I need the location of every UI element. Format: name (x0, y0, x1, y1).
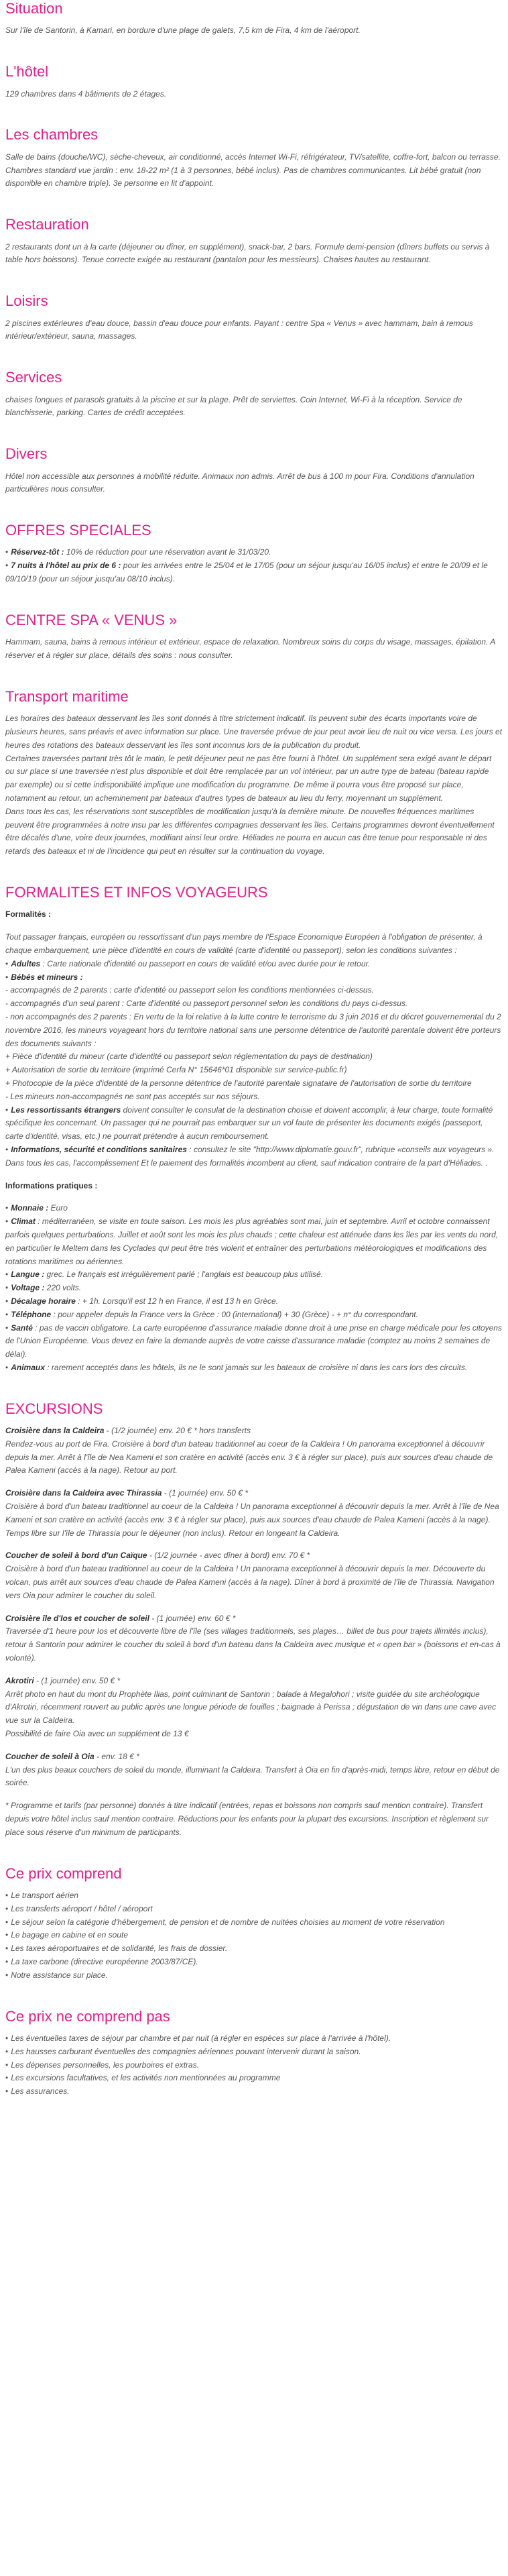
restaurant-text: 2 restaurants dont un à la carte (déjeuner ou dîner, en supplément), snack-bar, 2 bars. Formule demi-pension (dîners buffets ou servis à table hors boissons). Tenue correcte exigée au restaurant (pantalon pour les messieurs). Chaises hautes au restaurant. (5, 241, 490, 265)
excluded-item: • Les hausses carburant éventuelles des compagnies aériennes pouvant intervenir durant la saison. (5, 2046, 503, 2059)
formalities-title: FORMALITES ET INFOS VOYAGEURS (5, 884, 268, 901)
situation-text: Sur l'île de Santorin, à Kamari, en bordure d'une plage de galets, 7,5 km de Fira, 4 km de l'aéroport. (5, 25, 361, 36)
excursion-meta: - (1 journée) env. 50 € * (162, 1488, 248, 1498)
maritime-paragraph: Dans tous les cas, les réservations sont susceptibles de modification jusqu'à la dernière minute. De nouvelles fréquences maritimes peuvent être programmées à notre insu par les différentes compagnies desservant les îles. Certains programmes devront éventuellement être décalés d'une, voire deux journées, modifiant ainsi leur ordre. Héliades ne pourra en aucun cas être tenue pour responsable ni des retards des bateaux et ni de l'incidence qui peut en résulter sur la continuation du voyage. (5, 806, 495, 856)
excursion-item (5, 1665, 503, 1741)
practical-line (5, 1295, 503, 1308)
rooms-title: Les chambres (5, 126, 99, 144)
formalities-lines (5, 958, 503, 1170)
formality-line-text: + Photocopie de la pièce d'identité de la personne détentrice de l'autorité parentale signataire de l'autorisation de sortie du territoire (5, 1078, 472, 1088)
practical-line-text: Euro (48, 1203, 68, 1213)
excursion-text: Arrêt photo en haut du mont du Prophète Ilias, point culminant de Santorin ; balade à Megalohori ; visite guidée du site archéologique d'Akrotiri, récemment rouvert au public après une longue période de fouilles ; baignade à Perissa ; dégustation de vin dans une cave avec vue sur la Caldeira. Possibilité de faire Oia avec un supplément de 13 € (5, 1689, 497, 1739)
excursion-heading (5, 1424, 503, 1438)
practical-line-text: grec. Le français est irrégulièrement parlé ; l'anglais est beaucoup plus utilisé. (44, 1270, 324, 1280)
excursion-item (5, 1477, 503, 1540)
excluded-list (5, 2032, 503, 2098)
excursions-section (5, 1400, 503, 1840)
formality-line-text: doivent consulter le consulat de la destination choisie et doivent accomplir, à leur charge, toute formalité spécifique les concernant. Un passager qui ne pourrait pas embarquer sur un vol faute de présenter les documents exigés (passeport, carte d'identité, visas, etc.) ne pourrait prétendre à aucun remboursement. (5, 1105, 493, 1141)
practical-line-text: : + 1h. Lorsqu'il est 12 h en France, il est 13 h en Grèce. (75, 1296, 279, 1306)
maritime-paragraph: Certaines traversées partant très tôt le matin, le petit déjeuner peut ne pas être fourni à l'hôtel. Un supplément sera exigé avant le départ ou sur place si une traversée n'est plus disponible et doit être remplacée par un vol intérieur, par un autre type de bateau (bateau rapide par exemple) ou si cette indisponibilité implique une modification du programme. De même il pourra vous être proposé sur place, notamment au retour, un acheminement par bateaux d'autres types de bateaux au lieu du ferry, moyennant un supplément. (5, 753, 492, 803)
excursion-item (5, 1603, 503, 1665)
restaurant-section (5, 216, 503, 267)
excluded-item: • Les assurances. (5, 2085, 503, 2098)
services-text: chaises longues et parasols gratuits à la piscine et sur la plage. Prêt de serviettes. Coin Internet, Wi-Fi à la réception. Service de blanchisserie, parking. Cartes de crédit acceptées. (5, 394, 462, 418)
practical-line (5, 1322, 503, 1361)
practical-line-text: : pas de vaccin obligatoire. La carte européenne d'assurance maladie donne droit à une prise en charge médicale pour les citoyens de l'Union Européenne. Vous devez en faire la demande auprès de votre caisse d'assurance maladie (comptez au moins 2 semaines de délai). (5, 1323, 502, 1359)
practical-line (5, 1268, 503, 1282)
included-title: Ce prix comprend (5, 1864, 122, 1882)
excursion-meta: - (1/2 journée - avec dîner à bord) env. 70 € * (147, 1551, 310, 1561)
spa-title: CENTRE SPA « VENUS » (5, 611, 178, 628)
formality-line-text: - non accompagnés des 2 parents : En vertu de la loi relative à la lutte contre le terrorisme du 3 juin 2016 et du décret gouvernemental du 2 novembre 2016, les mineurs voyageant hors du territoire national sans une personne détentrice de l'autorité parentale doivent être porteurs des documents suivants : (5, 1011, 501, 1048)
included-item: • Le séjour selon la catégorie d'hébergement, de pension et de nombre de nuitées choisies au moment de votre réservation (5, 1916, 503, 1929)
excursion-name: Akrotiri (5, 1675, 34, 1685)
excursion-name: Croisière île d'Ios et coucher de soleil (5, 1613, 149, 1623)
offers-title: OFFRES SPECIALES (5, 522, 151, 539)
formality-line (5, 1077, 503, 1090)
practical-line (5, 1202, 503, 1215)
formality-line-text: : consultez le site "http://www.diplomatie.gouv.fr", rubrique «conseils aux voyageurs ». Dans tous les cas, l'accomplissement Et le paiement des formalités incombent au client, sauf indication contraire de la part d'Héliades. . (5, 1144, 495, 1168)
practical-line-text: : méditerranéen, se visite en toute saison. Les mois les plus agréables sont mai, juin et septembre. Avril et octobre connaissent parfois quelques perturbations. Juillet et août sont les mois les plus chauds ; cette chaleur est atténuée dans les îles par les vents du nord, en particulier le Meltem dans les Cyclades qui peut être très violent et entraîner des perturbations météorologiques et modifications des rotations maritimes ou aériennes. (5, 1217, 499, 1266)
practical-line-text: : rarement acceptés dans les hôtels, ils ne le sont jamais sur les bateaux de croisière ni dans les cars lors des circuits. (44, 1362, 468, 1372)
divers-title: Divers (5, 445, 48, 463)
services-section (5, 369, 503, 420)
excursion-meta: - env. 18 € * (94, 1751, 139, 1761)
practical-line-text: 220 volts. (44, 1283, 82, 1293)
formality-line-text: - accompagnés d'un seul parent : Carte d'identité ou passeport personnel selon les conditions du pays ci-dessus. (5, 999, 408, 1009)
leisure-title: Loisirs (5, 292, 48, 310)
included-item: • La taxe carbone (directive européenne 2003/87/CE). (5, 1956, 503, 1969)
excursion-heading (5, 1612, 503, 1626)
excluded-item: • Les éventuelles taxes de séjour par chambre et par nuit (à régler en espèces sur place à l'arrivée à l'hôtel). (5, 2032, 503, 2046)
situation-title: Situation (5, 0, 63, 17)
formality-line-text: : Carte nationale d'identité ou passeport en cours de validité et/ou avec durée pour le retour. (40, 958, 371, 968)
practical-line-label: Climat (11, 1217, 36, 1227)
practical-label: Informations pratiques : (5, 1180, 98, 1190)
practical-line-label: Décalage horaire (11, 1296, 76, 1306)
included-section (5, 1865, 503, 1982)
excursion-list (5, 1424, 503, 1790)
offer-item: • 7 nuits à l'hôtel au prix de 6 : pour les arrivées entre le 25/04 et le 17/05 (pour un séjour jusqu'au 16/05 inclus) et entre le 20/09 et le 09/10/19 (pour un séjour jusqu'au 08/10 inclus). (5, 559, 503, 586)
divers-section (5, 445, 503, 496)
excursions-note: * Programme et tarifs (par personne) donnés à titre indicatif (entrées, repas et boissons non compris sauf mention contraire). Transfert depuis votre hôtel inclus sauf mention contraire. Réductions pour les enfants pour la plupart des excursions. Inscription et règlement sur place sous réserve d'un minimum de participants. (5, 1801, 489, 1837)
formalites-label: Formalités : (5, 909, 52, 919)
offers-section (5, 522, 503, 586)
excursion-item (5, 1540, 503, 1602)
practical-line-text: : pour appeler depuis la France vers la Grèce : 00 (international) + 30 (Grèce) - + n° du correspondant. (51, 1309, 418, 1319)
excluded-title: Ce prix ne comprend pas (5, 2007, 170, 2025)
excursion-text: L'un des plus beaux couchers de soleil du monde, illuminant la Caldeira. Transfert à Oia en fin d'après-midi, temps libre, retour en début de soirée. (5, 1765, 500, 1788)
practical-line (5, 1215, 503, 1268)
formality-line (5, 1064, 503, 1077)
services-title: Services (5, 369, 62, 386)
formality-line (5, 958, 503, 971)
excursion-text: Traversée d'1 heure pour Ios et découverte libre de l'île (ses villages traditionnels, ses plages… billet de bus pour trajets illimités inclus), retour à Santorin pour admirer le coucher du soleil à bord d'un bateau dans la Caldeira avec musique et « open bar » (boissons et en-cas à volonté). (5, 1626, 501, 1663)
excursion-item (5, 1424, 503, 1477)
maritime-section (5, 688, 503, 858)
formality-line-text: + Pièce d'identité du mineur (carte d'identité ou passeport selon réglementation du pays de destination) (5, 1052, 373, 1062)
excursion-item (5, 1741, 503, 1790)
formality-line (5, 1090, 503, 1104)
practical-line-label: Santé (11, 1323, 33, 1333)
formality-line-label: Informations, sécurité et conditions sanitaires (11, 1144, 187, 1154)
excursion-name: Croisière dans la Caldeira (5, 1426, 105, 1436)
leisure-section (5, 292, 503, 343)
formality-line (5, 984, 503, 997)
practical-line-label: Voltage : (11, 1283, 45, 1293)
excursion-meta: - (1/2 journée) env. 20 € * hors transferts (104, 1426, 251, 1436)
maritime-title: Transport maritime (5, 687, 129, 705)
formality-line (5, 1143, 503, 1170)
excursion-text: Croisière à bord d'un bateau traditionnel au coeur de la Caldeira ! Un panorama exceptionnel à découvrir depuis la mer. Arrêt à l'île de Nea Kameni et son cratère en activité (accès env. 3 € à régler sur place), puis aux sources d'eau chaude de Palea Kameni (accès à la nage). Temps libre sur l'île de Thirassia pour le déjeuner (non inclus). Retour en longeant la Caldeira. (5, 1502, 499, 1538)
excursions-title: EXCURSIONS (5, 1400, 103, 1417)
practical-line (5, 1308, 503, 1322)
practical-line-label: Animaux (11, 1362, 45, 1372)
maritime-paragraph: Les horaires des bateaux desservant les îles sont donnés à titre strictement indicatif. Ils peuvent subir des écarts importants voire de plusieurs heures, sans préavis et avec information sur place. Une traversée prévue de jour peut avoir lieu de nuit ou vice versa. Les jours et heures des rotations des bateaux desservant les îles sont inconnus lors de la publication du produit. (5, 714, 503, 750)
restaurant-title: Restauration (5, 216, 89, 233)
included-item: • Le transport aérien (5, 1889, 503, 1903)
formality-line (5, 1104, 503, 1143)
hotel-text: 129 chambres dans 4 bâtiments de 2 étages. (5, 89, 167, 99)
practical-line (5, 1282, 503, 1295)
divers-text: Hôtel non accessible aux personnes à mobilité réduite. Animaux non admis. Arrêt de bus à 100 m pour Fira. Conditions d'annulation particulières nous consulter. (5, 471, 474, 494)
included-item: • Le bagage en cabine et en soute (5, 1929, 503, 1942)
practical-line (5, 1361, 503, 1375)
formality-line-text: + Autorisation de sortie du territoire (imprimé Cerfa N° 15646*01 disponible sur service-public.fr) (5, 1065, 347, 1075)
excluded-section (5, 2008, 503, 2098)
excursion-meta: - (1 journée) env. 50 € * (34, 1675, 121, 1685)
hotel-section (5, 63, 503, 101)
formality-line-text: - Les mineurs non-accompagnés ne sont pas acceptés sur nos séjours. (5, 1091, 260, 1101)
spa-text: Hammam, sauna, bains à remous intérieur et extérieur, espace de relaxation. Nombreux soins du corps du visage, massages, épilation. A réserver et à régler sur place, détails des soins : nous consulter. (5, 637, 495, 661)
included-item: • Les taxes aéroportuaires et de solidarité, les frais de dossier. (5, 1942, 503, 1956)
excursion-heading (5, 1750, 503, 1764)
practical-line-label: Langue : (11, 1270, 45, 1280)
excursion-heading (5, 1675, 503, 1688)
excursion-heading (5, 1487, 503, 1500)
excluded-item: • Les dépenses personnelles, les pourboires et extras. (5, 2059, 503, 2072)
formality-line (5, 1050, 503, 1064)
practical-line-label: Monnaie : (11, 1203, 49, 1213)
leisure-text: 2 piscines extérieures d'eau douce, bassin d'eau douce pour enfants. Payant : centre Spa « Venus » avec hammam, bain à remous intérieur/extérieur, sauna, massages. (5, 318, 473, 341)
formality-line (5, 971, 503, 985)
formality-line-text: - accompagnés de 2 parents : carte d'identité ou passeport selon les conditions mentionnées ci-dessus. (5, 985, 374, 995)
spa-section (5, 612, 503, 663)
excursion-name: Coucher de soleil à bord d'un Caïque (5, 1551, 147, 1561)
formalities-section (5, 884, 503, 1375)
excursion-text: Croisière à bord d'un bateau traditionnel au coeur de la Caldeira ! Un panorama exceptionnel à découvrir depuis la mer. Découverte du volcan, puis arrêt aux sources d'eau chaude de Palea Kameni (accès à la nage). Dîner à bord à proximité de l'île de Thirassia. Navigation vers Oia pour admirer le coucher du soleil. (5, 1564, 495, 1600)
formality-line (5, 1011, 503, 1050)
included-item: • Notre assistance sur place. (5, 1969, 503, 1982)
included-item: • Les transferts aéroport / hôtel / aéroport (5, 1903, 503, 1916)
formality-line-label: Les ressortissants étrangers (11, 1105, 121, 1115)
formality-line (5, 997, 503, 1011)
excursion-heading (5, 1549, 503, 1563)
situation-section (5, 0, 503, 38)
excursion-name: Croisière dans la Caldeira avec Thirassia (5, 1488, 162, 1498)
formality-line-label: Adultes (11, 958, 41, 968)
included-list (5, 1889, 503, 1982)
formality-line-label: Bébés et mineurs : (11, 972, 83, 982)
formalities-intro: Tout passager français, européen ou ressortissant d'un pays membre de l'Espace Economique Européen à l'obligation de présenter, à chaque embarquement, une pièce d'identité en cours de validité (carte d'identité ou passeport), selon les conditions suivantes : (5, 932, 483, 955)
rooms-section (5, 126, 503, 190)
offer-item: • Réservez-tôt : 10% de réduction pour une réservation avant le 31/03/20. (5, 546, 503, 559)
excursion-text: Rendez-vous au port de Fira. Croisière à bord d'un bateau traditionnel au coeur de la Caldeira ! Un panorama exceptionnel à découvrir depuis la mer. Arrêt à l'île de Nea Kameni et son cratère en activité (accès env. 3 € à régler sur place), puis aux sources d'eau chaude de Palea Kameni (accès à la nage). Retour au port. (5, 1439, 493, 1475)
rooms-text: Salle de bains (douche/WC), sèche-cheveux, air conditionné, accès Internet Wi-Fi, réfrigérateur, TV/satellite, coffre-fort, balcon ou terrasse. Chambres standard vue jardin : env. 18-22 m² (1 à 3 personnes, bébé inclus). Pas de chambres communicantes. Lit bébé gratuit (non disponible en chambre triple). 3e personne en lit d'appoint. (5, 152, 501, 188)
excluded-item: • Les excursions facultatives, et les activités non mentionnées au programme (5, 2072, 503, 2085)
practical-lines (5, 1202, 503, 1374)
excursion-name: Coucher de soleil à Oia (5, 1751, 94, 1761)
hotel-title: L'hôtel (5, 63, 49, 80)
practical-line-label: Téléphone (11, 1309, 52, 1319)
excursion-meta: - (1 journée) env. 60 € * (149, 1613, 236, 1623)
